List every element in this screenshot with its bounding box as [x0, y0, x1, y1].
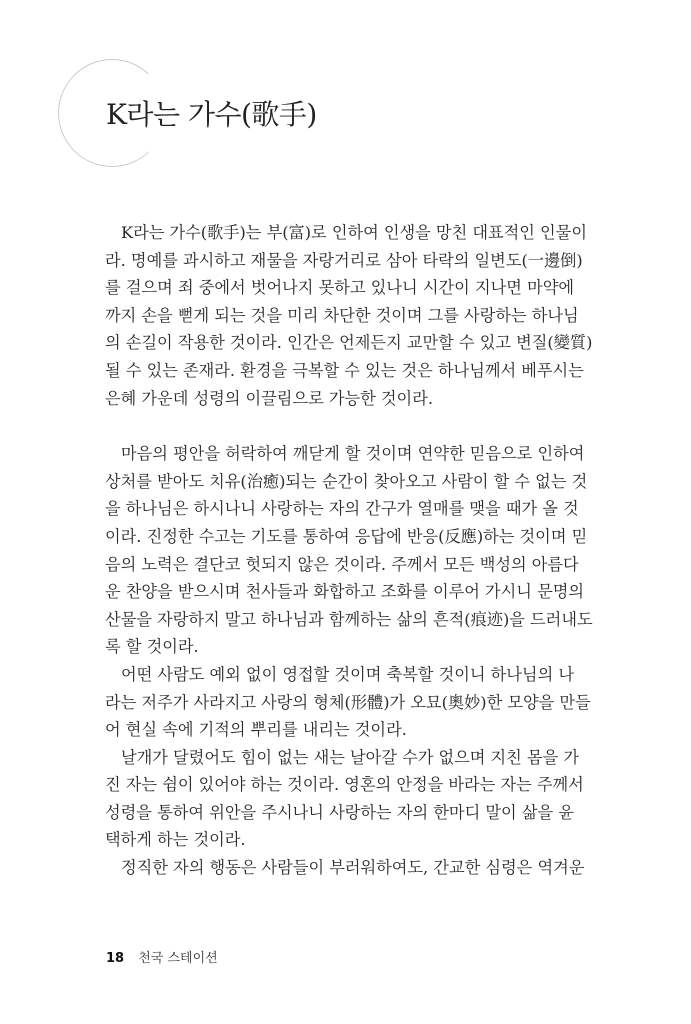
text-line: 를 걸으며 죄 중에서 벗어나지 못하고 있나니 시간이 지나면 마약에 [105, 278, 574, 298]
paragraph [105, 744, 584, 854]
paragraph-gap [105, 412, 574, 440]
text-line: 록 할 것이라. [105, 637, 199, 657]
text-line: 까지 손을 뻗게 되는 것을 미리 차단한 것이며 그를 사랑하는 하나님 [105, 305, 579, 325]
text-line: 이라. 진정한 수고는 기도를 통하여 응답에 반응(反應)하는 것이며 믿 [105, 526, 588, 546]
page-number: 18 [106, 951, 125, 966]
text-line: 어떤 사람도 예외 없이 영접할 것이며 축복할 것이니 하나님의 나 [121, 664, 574, 684]
body-text [105, 219, 593, 882]
text-line: 택하게 하는 것이라. [105, 830, 246, 850]
text-line: K라는 가수(歌手)는 부(富)로 인하여 인생을 망친 대표적인 인물이 [121, 223, 587, 242]
paragraph [105, 440, 593, 661]
text-line: 어 현실 속에 기적의 뿌리를 내리는 것이라. [105, 720, 407, 740]
text-line: 날개가 달렸어도 힘이 없는 새는 날아갈 수가 없으며 지친 몸을 가 [121, 747, 580, 767]
book-title: 천국 스테이션 [138, 951, 218, 966]
text-line: 성령을 통하여 위안을 주시나니 사랑하는 자의 한마디 말이 삶을 윤 [105, 802, 574, 822]
text-line: 을 하나님은 하시나니 사랑하는 자의 간구가 열매를 맺을 때가 올 것 [105, 499, 579, 519]
text-line: 운 찬양을 받으시며 천사들과 화합하고 조화를 이루어 가시니 문명의 [105, 582, 585, 602]
paragraph [105, 854, 585, 882]
paragraph [105, 219, 593, 412]
page-footer [106, 947, 218, 966]
text-line: 진 자는 쉼이 있어야 하는 것이라. 영혼의 안정을 바라는 자는 주께서 [105, 775, 584, 795]
text-line: 의 손길이 작용한 것이라. 인간은 언제든지 교만할 수 있고 변질(變質) [105, 333, 593, 353]
paragraph [105, 661, 591, 744]
text-line: 라. 명예를 과시하고 재물을 자랑거리로 삼아 타락의 일변도(一邊倒) [105, 250, 583, 270]
text-line: 정직한 자의 행동은 사람들이 부러워하여도, 간교한 심령은 역겨운 [121, 858, 585, 878]
text-line: 상처를 받아도 치유(治癒)되는 순간이 찾아오고 사람이 할 수 없는 것 [105, 471, 588, 491]
text-line: 라는 저주가 사라지고 사랑의 형체(形體)가 오묘(奧妙)한 모양을 만들 [105, 692, 591, 712]
text-line: 음의 노력은 결단코 헛되지 않은 것이라. 주께서 모든 백성의 아름다 [105, 554, 579, 574]
text-line: 산물을 자랑하지 말고 하나님과 함께하는 삶의 흔적(痕迹)을 드러내도 [105, 609, 593, 629]
text-line: 마음의 평안을 허락하여 깨닫게 할 것이며 연약한 믿음으로 인하여 [121, 444, 585, 464]
text-line: 될 수 있는 존재라. 환경을 극복할 수 있는 것은 하나님께서 베푸시는 [105, 360, 584, 380]
text-line: 은혜 가운데 성령의 이끌림으로 가능한 것이라. [105, 388, 433, 408]
chapter-title: K라는 가수(歌手) [106, 98, 317, 131]
